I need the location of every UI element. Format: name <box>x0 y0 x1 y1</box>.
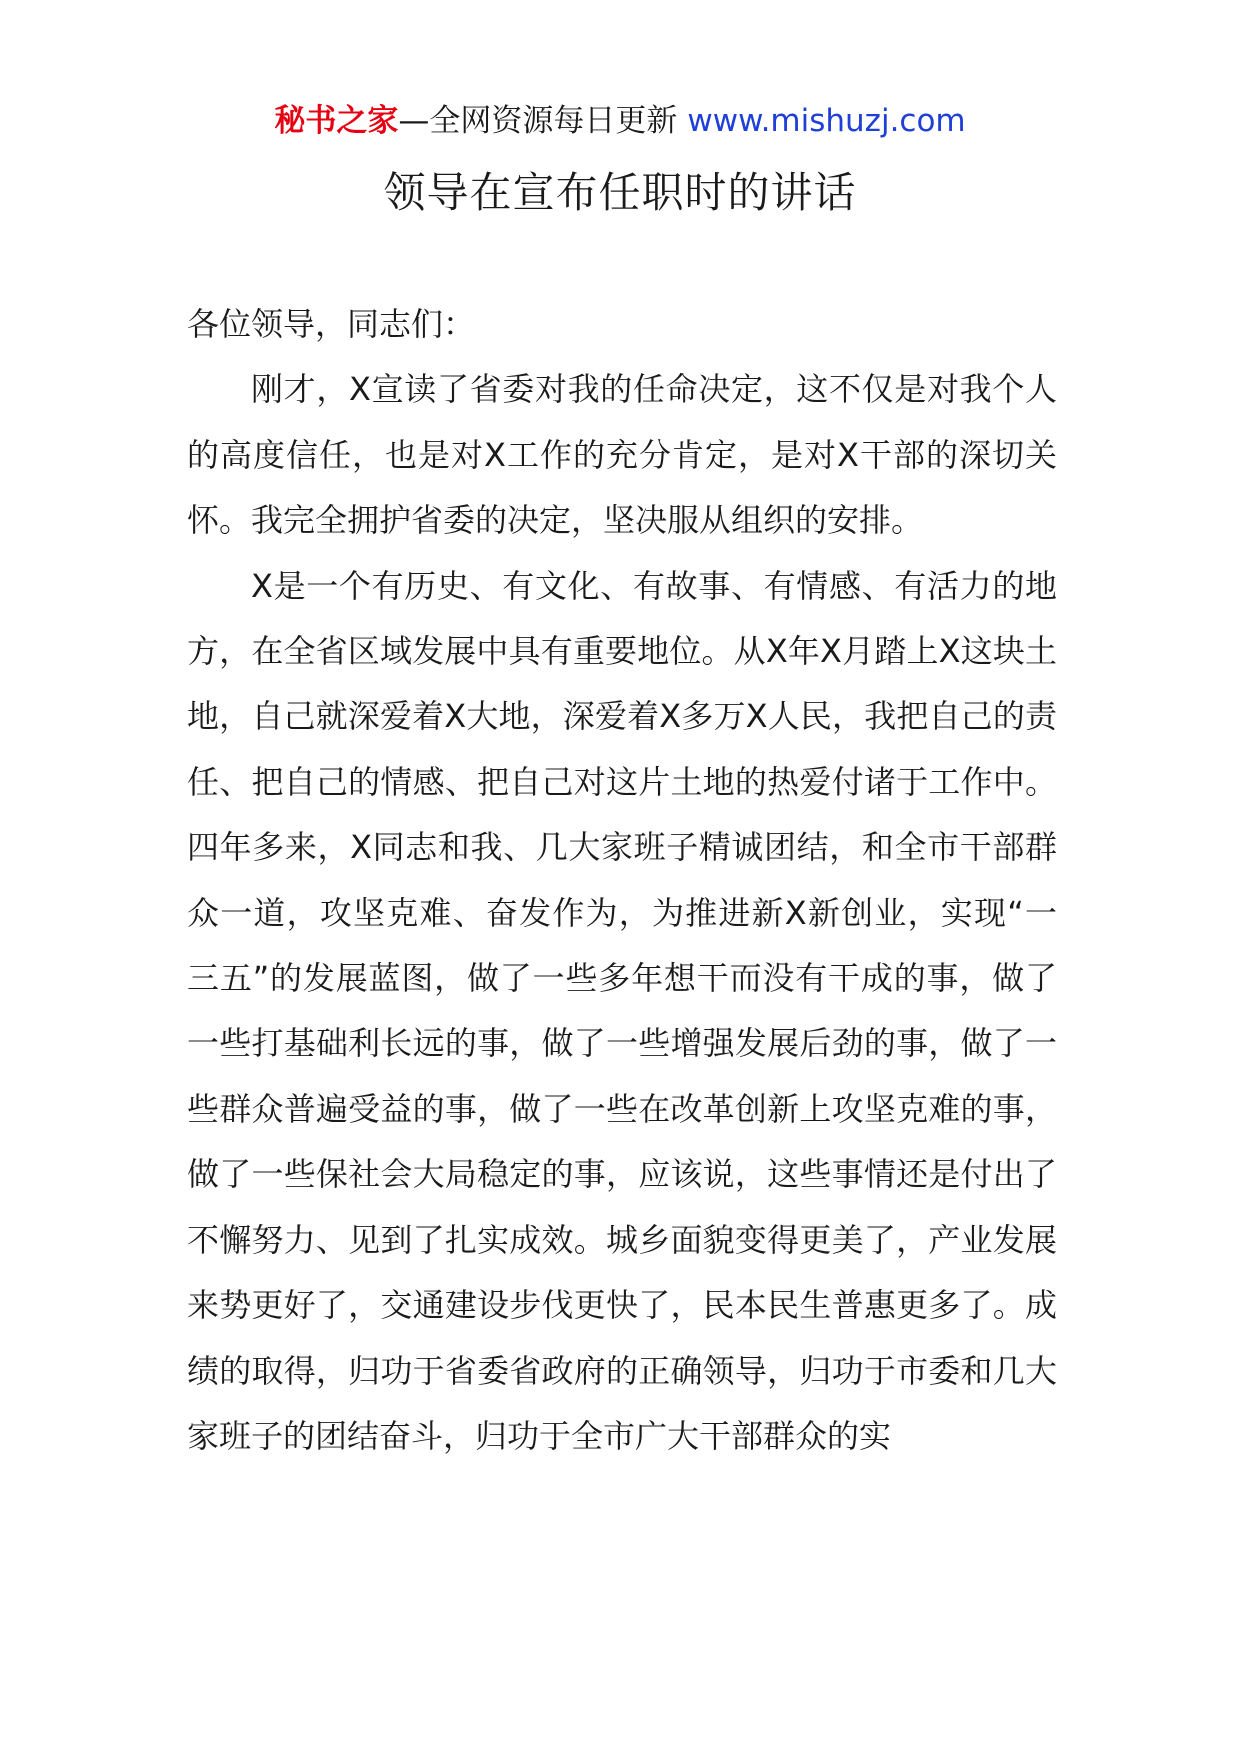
site-slogan: —全网资源每日更新 <box>398 103 678 139</box>
salutation: 各位领导，同志们： <box>187 305 476 343</box>
document-title: 领导在宣布任职时的讲话 <box>383 168 857 217</box>
site-header <box>0 101 1240 141</box>
document-body <box>187 292 1057 1469</box>
paragraph: X是一个有历史、有文化、有故事、有情感、有活力的地方，在全省区域发展中具有重要地位。从X年X月踏上X这块土地，自己就深爱着X大地，深爱着X多万X人民，我把自己的责任、把自己的情感、把自己对这片土地的热爱付诸于工作中。四年多来，X同志和我、几大家班子精诚团结，和全市干部群众一道，攻坚克难、奋发作为，为推进新X新创业，实现“一三五”的发展蓝图，做了一些多年想干而没有干成的事，做了一些打基础利长远的事，做了一些增强发展后劲的事，做了一些群众普遍受益的事，做了一些在改革创新上攻坚克难的事，做了一些保社会大局稳定的事，应该说，这些事情还是付出了不懈努力、见到了扎实成效。城乡面貌变得更美了，产业发展来势更好了，交通建设步伐更快了，民本民生普惠更多了。成绩的取得，归功于省委省政府的正确领导，归功于市委和几大家班子的团结奋斗，归功于全市广大干部群众的实 <box>187 566 1057 1455</box>
site-url-link[interactable]: www.mishuzj.com <box>687 103 966 139</box>
paragraph: 刚才，X宣读了省委对我的任命决定，这不仅是对我个人的高度信任，也是对X工作的充分肯定，是对X干部的深切关怀。我完全拥护省委的决定，坚决服从组织的安排。 <box>187 370 1057 540</box>
site-brand: 秘书之家 <box>274 103 399 139</box>
